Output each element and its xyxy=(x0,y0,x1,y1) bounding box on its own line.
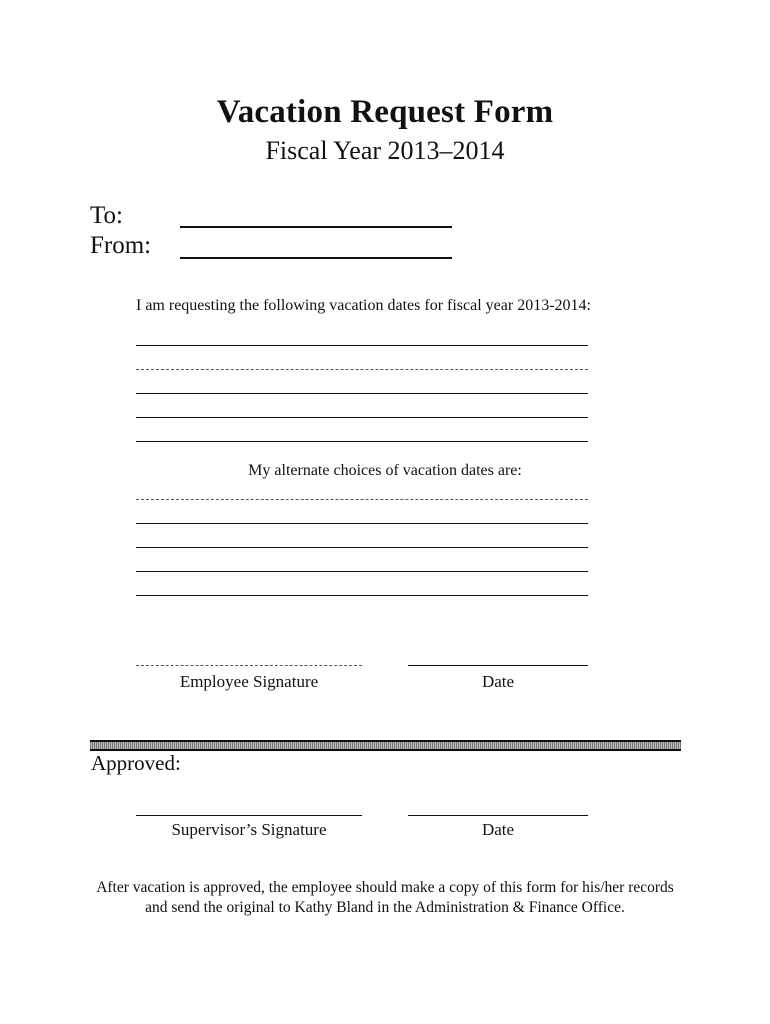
footer-note-line1: After vacation is approved, the employee should make a copy of this form for his/her records xyxy=(96,879,674,896)
form-title: Vacation Request Form xyxy=(216,94,554,130)
request-intro: I am requesting the following vacation dates for fiscal year 2013-2014: xyxy=(136,297,591,314)
alternate-date-line[interactable] xyxy=(136,499,588,500)
alternate-intro: My alternate choices of vacation dates are: xyxy=(248,462,522,479)
requested-date-line[interactable] xyxy=(136,393,588,394)
from-label: From: xyxy=(90,232,152,259)
employee-signature-label: Employee Signature xyxy=(179,672,319,691)
alternate-date-line[interactable] xyxy=(136,595,588,596)
approved-label: Approved: xyxy=(91,751,181,775)
form-subtitle: Fiscal Year 2013–2014 xyxy=(265,136,505,165)
to-label: To: xyxy=(90,202,123,229)
alternate-date-line[interactable] xyxy=(136,571,588,572)
to-field[interactable] xyxy=(180,226,452,228)
footer-note-line2: and send the original to Kathy Bland in the Administration & Finance Office. xyxy=(145,899,625,916)
alternate-date-line[interactable] xyxy=(136,547,588,548)
supervisor-signature-field[interactable] xyxy=(136,815,362,816)
requested-date-line[interactable] xyxy=(136,417,588,418)
section-divider xyxy=(90,740,681,751)
supervisor-date-label: Date xyxy=(481,820,515,839)
requested-date-line[interactable] xyxy=(136,441,588,442)
requested-date-line[interactable] xyxy=(136,369,588,370)
employee-date-label: Date xyxy=(481,672,515,691)
requested-date-line[interactable] xyxy=(136,345,588,346)
employee-signature-field[interactable] xyxy=(136,665,362,666)
supervisor-date-field[interactable] xyxy=(408,815,588,816)
supervisor-signature-label: Supervisor’s Signature xyxy=(171,820,327,839)
from-field[interactable] xyxy=(180,257,452,259)
alternate-date-line[interactable] xyxy=(136,523,588,524)
employee-date-field[interactable] xyxy=(408,665,588,666)
